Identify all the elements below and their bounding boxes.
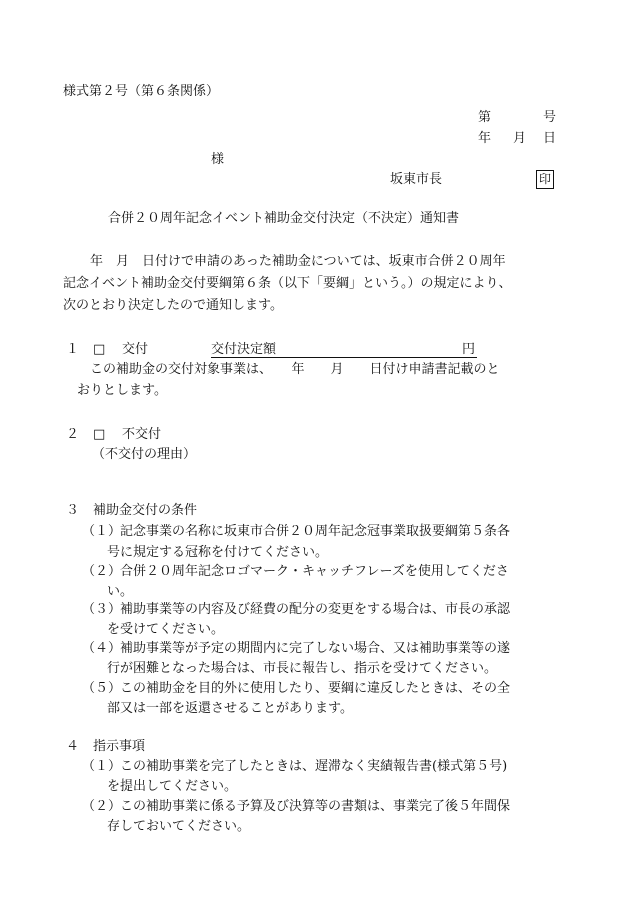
section2-label: 不交付 xyxy=(122,427,162,442)
section1-body-2: おりとします。 xyxy=(77,383,167,398)
section1-label: 交付 xyxy=(122,342,149,357)
intro-line-2: 記念イベント補助金交付要綱第６条（以下「要綱」という。）の規定により、 xyxy=(63,276,512,291)
section2-reason: （不交付の理由） xyxy=(92,447,197,462)
amount-yen: 円 xyxy=(462,342,476,357)
section4-item2-line1: この補助事業に係る予算及び決算等の書類は、事業完了後５年間保 xyxy=(120,799,511,814)
amount-underline xyxy=(211,357,477,358)
section3-number: ３ xyxy=(66,503,80,518)
addressee-suffix: 様 xyxy=(211,152,225,167)
number-go: 号 xyxy=(543,110,557,125)
section3-item2-line1: 合併２０周年記念ロゴマーク・キャッチフレーズを使用してくださ xyxy=(120,564,509,579)
section3-item4-num: （４） xyxy=(82,641,122,656)
number-dai: 第 xyxy=(478,110,492,125)
date-day: 日 xyxy=(543,131,557,146)
section3-item5-line2: 部又は一部を返還させることがあります。 xyxy=(107,701,353,716)
issuer-name: 坂東市長 xyxy=(390,172,443,187)
section3-item5-line1: この補助金を目的外に使用したり、要綱に違反したときは、その全 xyxy=(120,681,511,696)
section2-checkbox[interactable]: □ xyxy=(93,427,106,442)
amount-label: 交付決定額 xyxy=(211,342,277,357)
section1-checkbox[interactable]: □ xyxy=(93,342,106,357)
section3-item2-num: （２） xyxy=(82,564,122,579)
section4-item2-line2: 存しておいてください。 xyxy=(107,819,251,834)
date-month: 月 xyxy=(513,131,527,146)
date-year: 年 xyxy=(478,131,492,146)
section3-item5-num: （５） xyxy=(82,681,122,696)
section3-item1-line1: 記念事業の名称に坂東市合併２０周年記念冠事業取扱要綱第５条各 xyxy=(120,524,511,539)
section4-heading: 指示事項 xyxy=(93,739,146,754)
section3-item1-num: （１） xyxy=(82,524,122,539)
form-label: 様式第２号（第６条関係） xyxy=(63,84,220,99)
section3-item4-line1: 補助事業等が予定の期間内に完了しない場合、又は補助事業等の遂 xyxy=(120,641,511,656)
section2-number: ２ xyxy=(66,427,80,442)
section4-item1-num: （１） xyxy=(82,759,122,774)
section3-item4-line2: 行が困難となった場合は、市長に報告し、指示を受けてください。 xyxy=(107,661,498,676)
section3-item3-num: （３） xyxy=(82,602,122,617)
section3-item3-line2: を受けてください。 xyxy=(107,622,225,637)
section3-item2-line2: い。 xyxy=(107,584,134,599)
section3-item1-line2: 号に規定する冠称を付けてください。 xyxy=(107,545,329,560)
section3-heading: 補助金交付の条件 xyxy=(93,503,198,518)
section1-body-1: この補助金の交付対象事業は、 年 月 日付け申請書記載のと xyxy=(90,362,500,377)
section3-item3-line1: 補助事業等の内容及び経費の配分の変更をする場合は、市長の承認 xyxy=(120,602,511,617)
seal-box: 印 xyxy=(536,170,554,189)
section4-item1-line1: この補助事業を完了したときは、遅滞なく実績報告書(様式第５号) xyxy=(120,759,508,774)
section4-number: ４ xyxy=(66,739,80,754)
intro-line-1: 年 月 日付けで申請のあった補助金については、坂東市合併２０周年 xyxy=(90,254,506,269)
section4-item1-line2: を提出してください。 xyxy=(107,779,238,794)
section1-number: １ xyxy=(66,342,80,357)
document-title: 合併２０周年記念イベント補助金交付決定（不決定）通知書 xyxy=(108,211,460,226)
intro-line-3: 次のとおり決定したので通知します。 xyxy=(63,298,283,313)
section4-item2-num: （２） xyxy=(82,799,122,814)
